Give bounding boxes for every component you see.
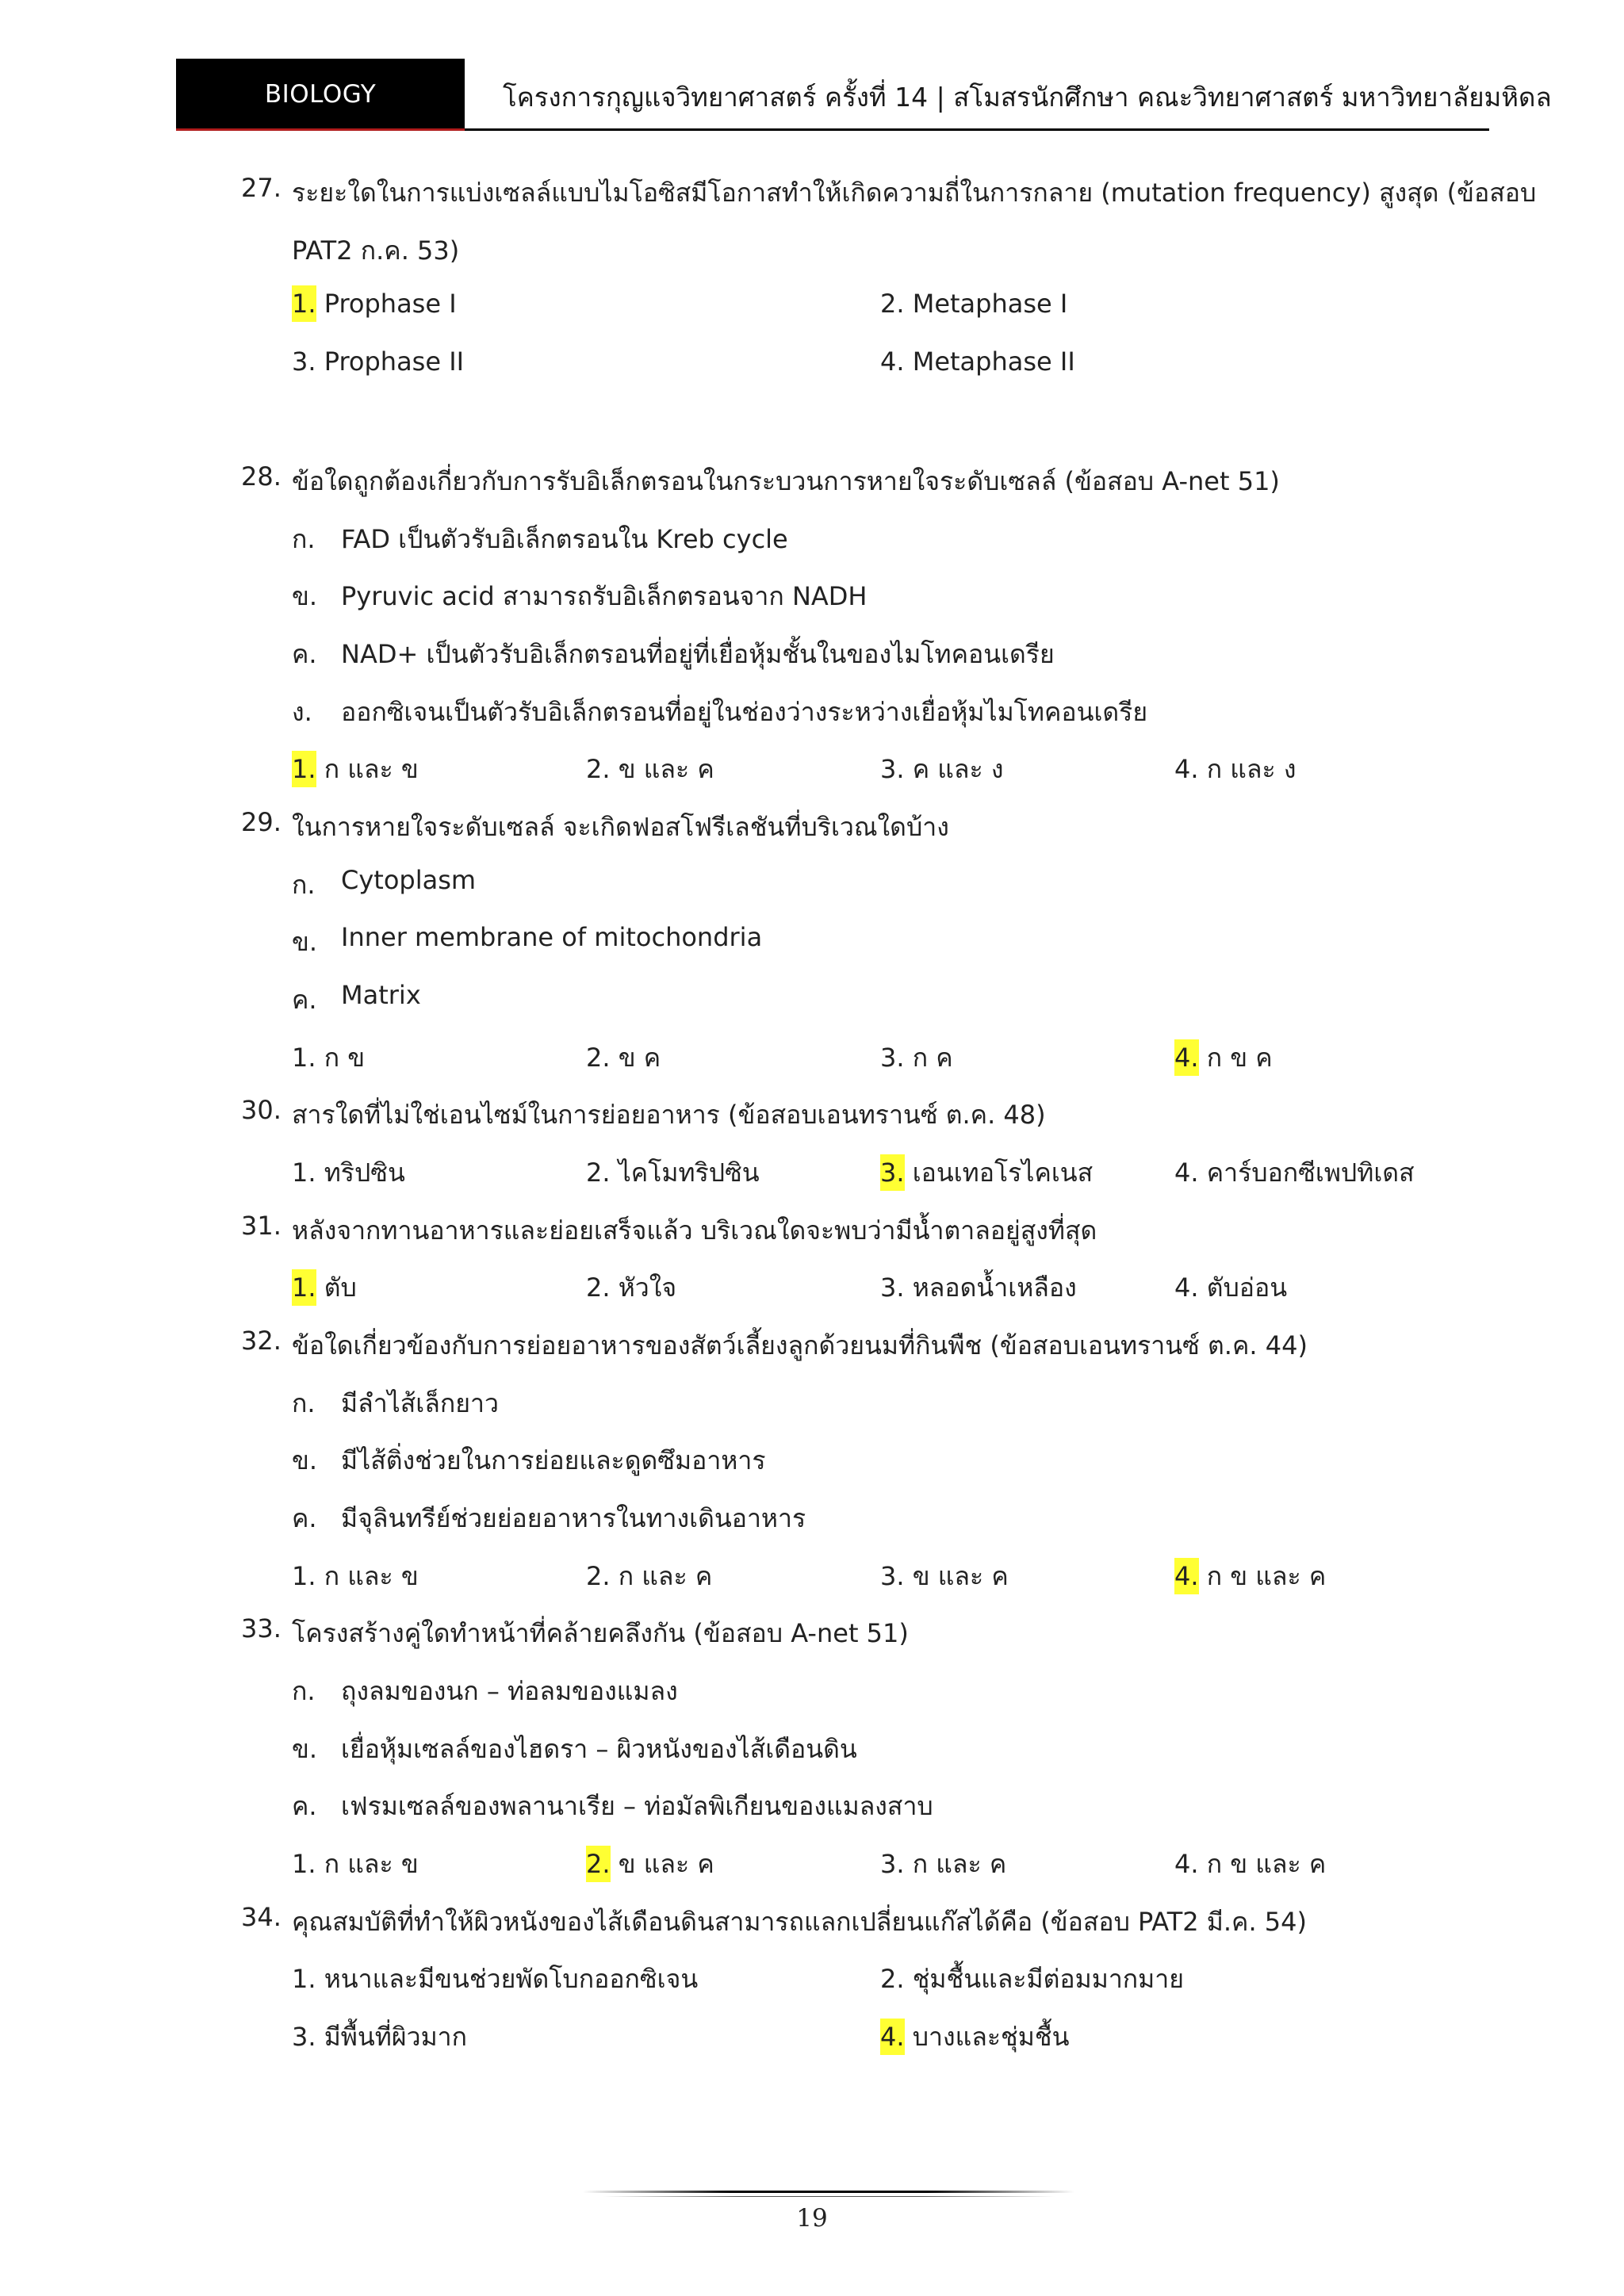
question-text: ข้อใดถูกต้องเกี่ยวกับการรับอิเล็กตรอนในกระบวนการหายใจระดับเซลล์ (ข้อสอบ A-net 51)	[292, 466, 1280, 496]
sub-item-label: ก.	[292, 870, 316, 900]
answer-option-1: 1. ก และ ข	[292, 749, 419, 790]
question-text-cont: PAT2 ก.ค. 53)	[292, 235, 460, 266]
page-number: 19	[796, 2204, 828, 2233]
sub-item-text: FAD เป็นตัวรับอิเล็กตรอนใน Kreb cycle	[341, 524, 788, 554]
answer-option-1: 1. ทริปซิน	[292, 1158, 405, 1188]
question-text: สารใดที่ไม่ใช่เอนไซม์ในการย่อยอาหาร (ข้อสอบเอนทรานซ์ ต.ค. 48)	[292, 1100, 1046, 1130]
answer-highlight: 4.	[1174, 1039, 1199, 1076]
question-text: หลังจากทานอาหารและย่อยเสร็จแล้ว บริเวณใดจะพบว่ามีน้ำตาลอยู่สูงที่สุด	[292, 1215, 1097, 1246]
answer-highlight: 4.	[1174, 1558, 1199, 1594]
answer-highlight: 1.	[292, 751, 316, 787]
answer-option-2: 2. ข ค	[586, 1043, 661, 1073]
sub-item-text: เยื่อหุ้มเซลล์ของไฮดรา – ผิวหนังของไส้เดือนดิน	[341, 1734, 857, 1764]
answer-option-2: 2. หัวใจ	[586, 1272, 677, 1303]
answer-option-4: 4. Metaphase II	[880, 346, 1075, 377]
answer-option-1: 1. ตับ	[292, 1268, 357, 1308]
answer-option-4: 4. ก ข ค	[1174, 1038, 1273, 1078]
answer-option-2: 2. ข และ ค	[586, 1844, 714, 1885]
sub-item-label: ข.	[292, 927, 318, 957]
sub-item-text: Matrix	[341, 980, 421, 1010]
sub-item-label: ข.	[292, 1734, 318, 1764]
answer-option-3: 3. ข และ ค	[880, 1561, 1009, 1591]
answer-option-3: 3. ก และ ค	[880, 1849, 1007, 1879]
sub-item-text: Pyruvic acid สามารถรับอิเล็กตรอนจาก NADH	[341, 581, 868, 611]
answer-option-2: 2. ชุ่มชื้นและมีต่อมมากมาย	[880, 1964, 1184, 1994]
answer-option-3: 3. Prophase II	[292, 346, 465, 377]
answer-option-1: 1. ก และ ข	[292, 1849, 419, 1879]
subject-label: BIOLOGY	[176, 59, 465, 130]
answer-option-4: 4. คาร์บอกซีเพปทิเดส	[1174, 1158, 1415, 1188]
footer-divider	[583, 2191, 1074, 2193]
sub-item-label: ง.	[292, 697, 312, 727]
sub-item-text: ถุงลมของนก – ท่อลมของแมลง	[341, 1676, 678, 1706]
answer-option-4: 4. ก ข และ ค	[1174, 1849, 1327, 1879]
sub-item-label: ก.	[292, 1388, 316, 1418]
answer-option-2: 2. ไคโมทริปซิน	[586, 1158, 760, 1188]
sub-item-label: ก.	[292, 1676, 316, 1706]
answer-highlight: 1.	[292, 285, 316, 322]
answer-option-3: 3. มีพื้นที่ผิวมาก	[292, 2022, 468, 2052]
question-text: ข้อใดเกี่ยวข้องกับการย่อยอาหารของสัตว์เลี้ยงลูกด้วยนมที่กินพืช (ข้อสอบเอนทรานซ์ ต.ค. 44)	[292, 1330, 1308, 1360]
page-header	[176, 59, 1552, 130]
answer-option-4: 4. ตับอ่อน	[1174, 1272, 1288, 1303]
sub-item-text: NAD+ เป็นตัวรับอิเล็กตรอนที่อยู่ที่เยื่อหุ้มชั้นในของไมโทคอนเดรีย	[341, 639, 1055, 669]
sub-item-label: ข.	[292, 1445, 318, 1475]
sub-item-label: ค.	[292, 1503, 317, 1533]
header-divider-accent	[176, 128, 465, 131]
question-number: 32.	[241, 1326, 282, 1356]
question-text: ในการหายใจระดับเซลล์ จะเกิดฟอสโฟรีเลชันที่บริเวณใดบ้าง	[292, 812, 949, 842]
answer-option-4: 4. ก ข และ ค	[1174, 1556, 1326, 1597]
answer-option-1: 1. Prophase I	[292, 289, 457, 319]
answer-highlight: 1.	[292, 1269, 316, 1306]
answer-option-4: 4. ก และ ง	[1174, 754, 1297, 784]
answer-option-3: 3. หลอดน้ำเหลือง	[880, 1272, 1077, 1303]
answer-option-3: 3. ค และ ง	[880, 754, 1004, 784]
sub-item-text: Inner membrane of mitochondria	[341, 922, 763, 952]
sub-item-text: มีลำไส้เล็กยาว	[341, 1388, 499, 1418]
question-number: 33.	[241, 1613, 282, 1644]
sub-item-label: ค.	[292, 985, 317, 1015]
answer-highlight: 3.	[880, 1154, 905, 1191]
header-title: โครงการกุญแจวิทยาศาสตร์ ครั้งที่ 14 | สโมสรนักศึกษา คณะวิทยาศาสตร์ มหาวิทยาลัยมหิดล	[503, 82, 1552, 113]
question-number: 30.	[241, 1095, 282, 1125]
question-number: 27.	[241, 173, 282, 203]
answer-option-2: 2. ข และ ค	[586, 754, 714, 784]
answer-option-3: 3. ก ค	[880, 1043, 953, 1073]
question-text: คุณสมบัติที่ทำให้ผิวหนังของไส้เดือนดินสามารถแลกเปลี่ยนแก๊สได้คือ (ข้อสอบ PAT2 มี.ค. 54)	[292, 1907, 1307, 1937]
answer-option-1: 1. ก ข	[292, 1043, 366, 1073]
answer-option-4: 4. บางและชุ่มชื้น	[880, 2017, 1069, 2057]
answer-highlight: 4.	[880, 2019, 905, 2055]
sub-item-label: ข.	[292, 581, 318, 611]
sub-item-label: ค.	[292, 639, 317, 669]
question-text: โครงสร้างคู่ใดทำหน้าที่คล้ายคลึงกัน (ข้อสอบ A-net 51)	[292, 1618, 909, 1648]
sub-item-text: ออกซิเจนเป็นตัวรับอิเล็กตรอนที่อยู่ในช่องว่างระหว่างเยื่อหุ้มไมโทคอนเดรีย	[341, 697, 1148, 727]
question-number: 34.	[241, 1902, 282, 1932]
footer-divider-thin	[603, 2196, 1055, 2197]
answer-option-3: 3. เอนเทอโรไคเนส	[880, 1153, 1093, 1193]
answer-highlight: 2.	[586, 1846, 611, 1882]
question-number: 29.	[241, 807, 282, 837]
sub-item-text: Cytoplasm	[341, 865, 477, 895]
question-text: ระยะใดในการแบ่งเซลล์แบบไมโอซิสมีโอกาสทำให้เกิดความถี่ในการกลาย (mutation frequency) สูงสุด (ข้อสอบ	[292, 178, 1537, 208]
question-number: 31.	[241, 1211, 282, 1241]
sub-item-text: มีจุลินทรีย์ช่วยย่อยอาหารในทางเดินอาหาร	[341, 1503, 806, 1533]
answer-option-1: 1. ก และ ข	[292, 1561, 419, 1591]
answer-option-2: 2. ก และ ค	[586, 1561, 713, 1591]
sub-item-text: มีไส้ติ่งช่วยในการย่อยและดูดซึมอาหาร	[341, 1445, 766, 1475]
sub-item-label: ก.	[292, 524, 316, 554]
question-number: 28.	[241, 461, 282, 492]
answer-option-2: 2. Metaphase I	[880, 289, 1068, 319]
sub-item-label: ค.	[292, 1791, 317, 1821]
sub-item-text: เฟรมเซลล์ของพลานาเรีย – ท่อมัลพิเกียนของแมลงสาบ	[341, 1791, 933, 1821]
answer-option-1: 1. หนาและมีขนช่วยพัดโบกออกซิเจน	[292, 1964, 699, 1994]
